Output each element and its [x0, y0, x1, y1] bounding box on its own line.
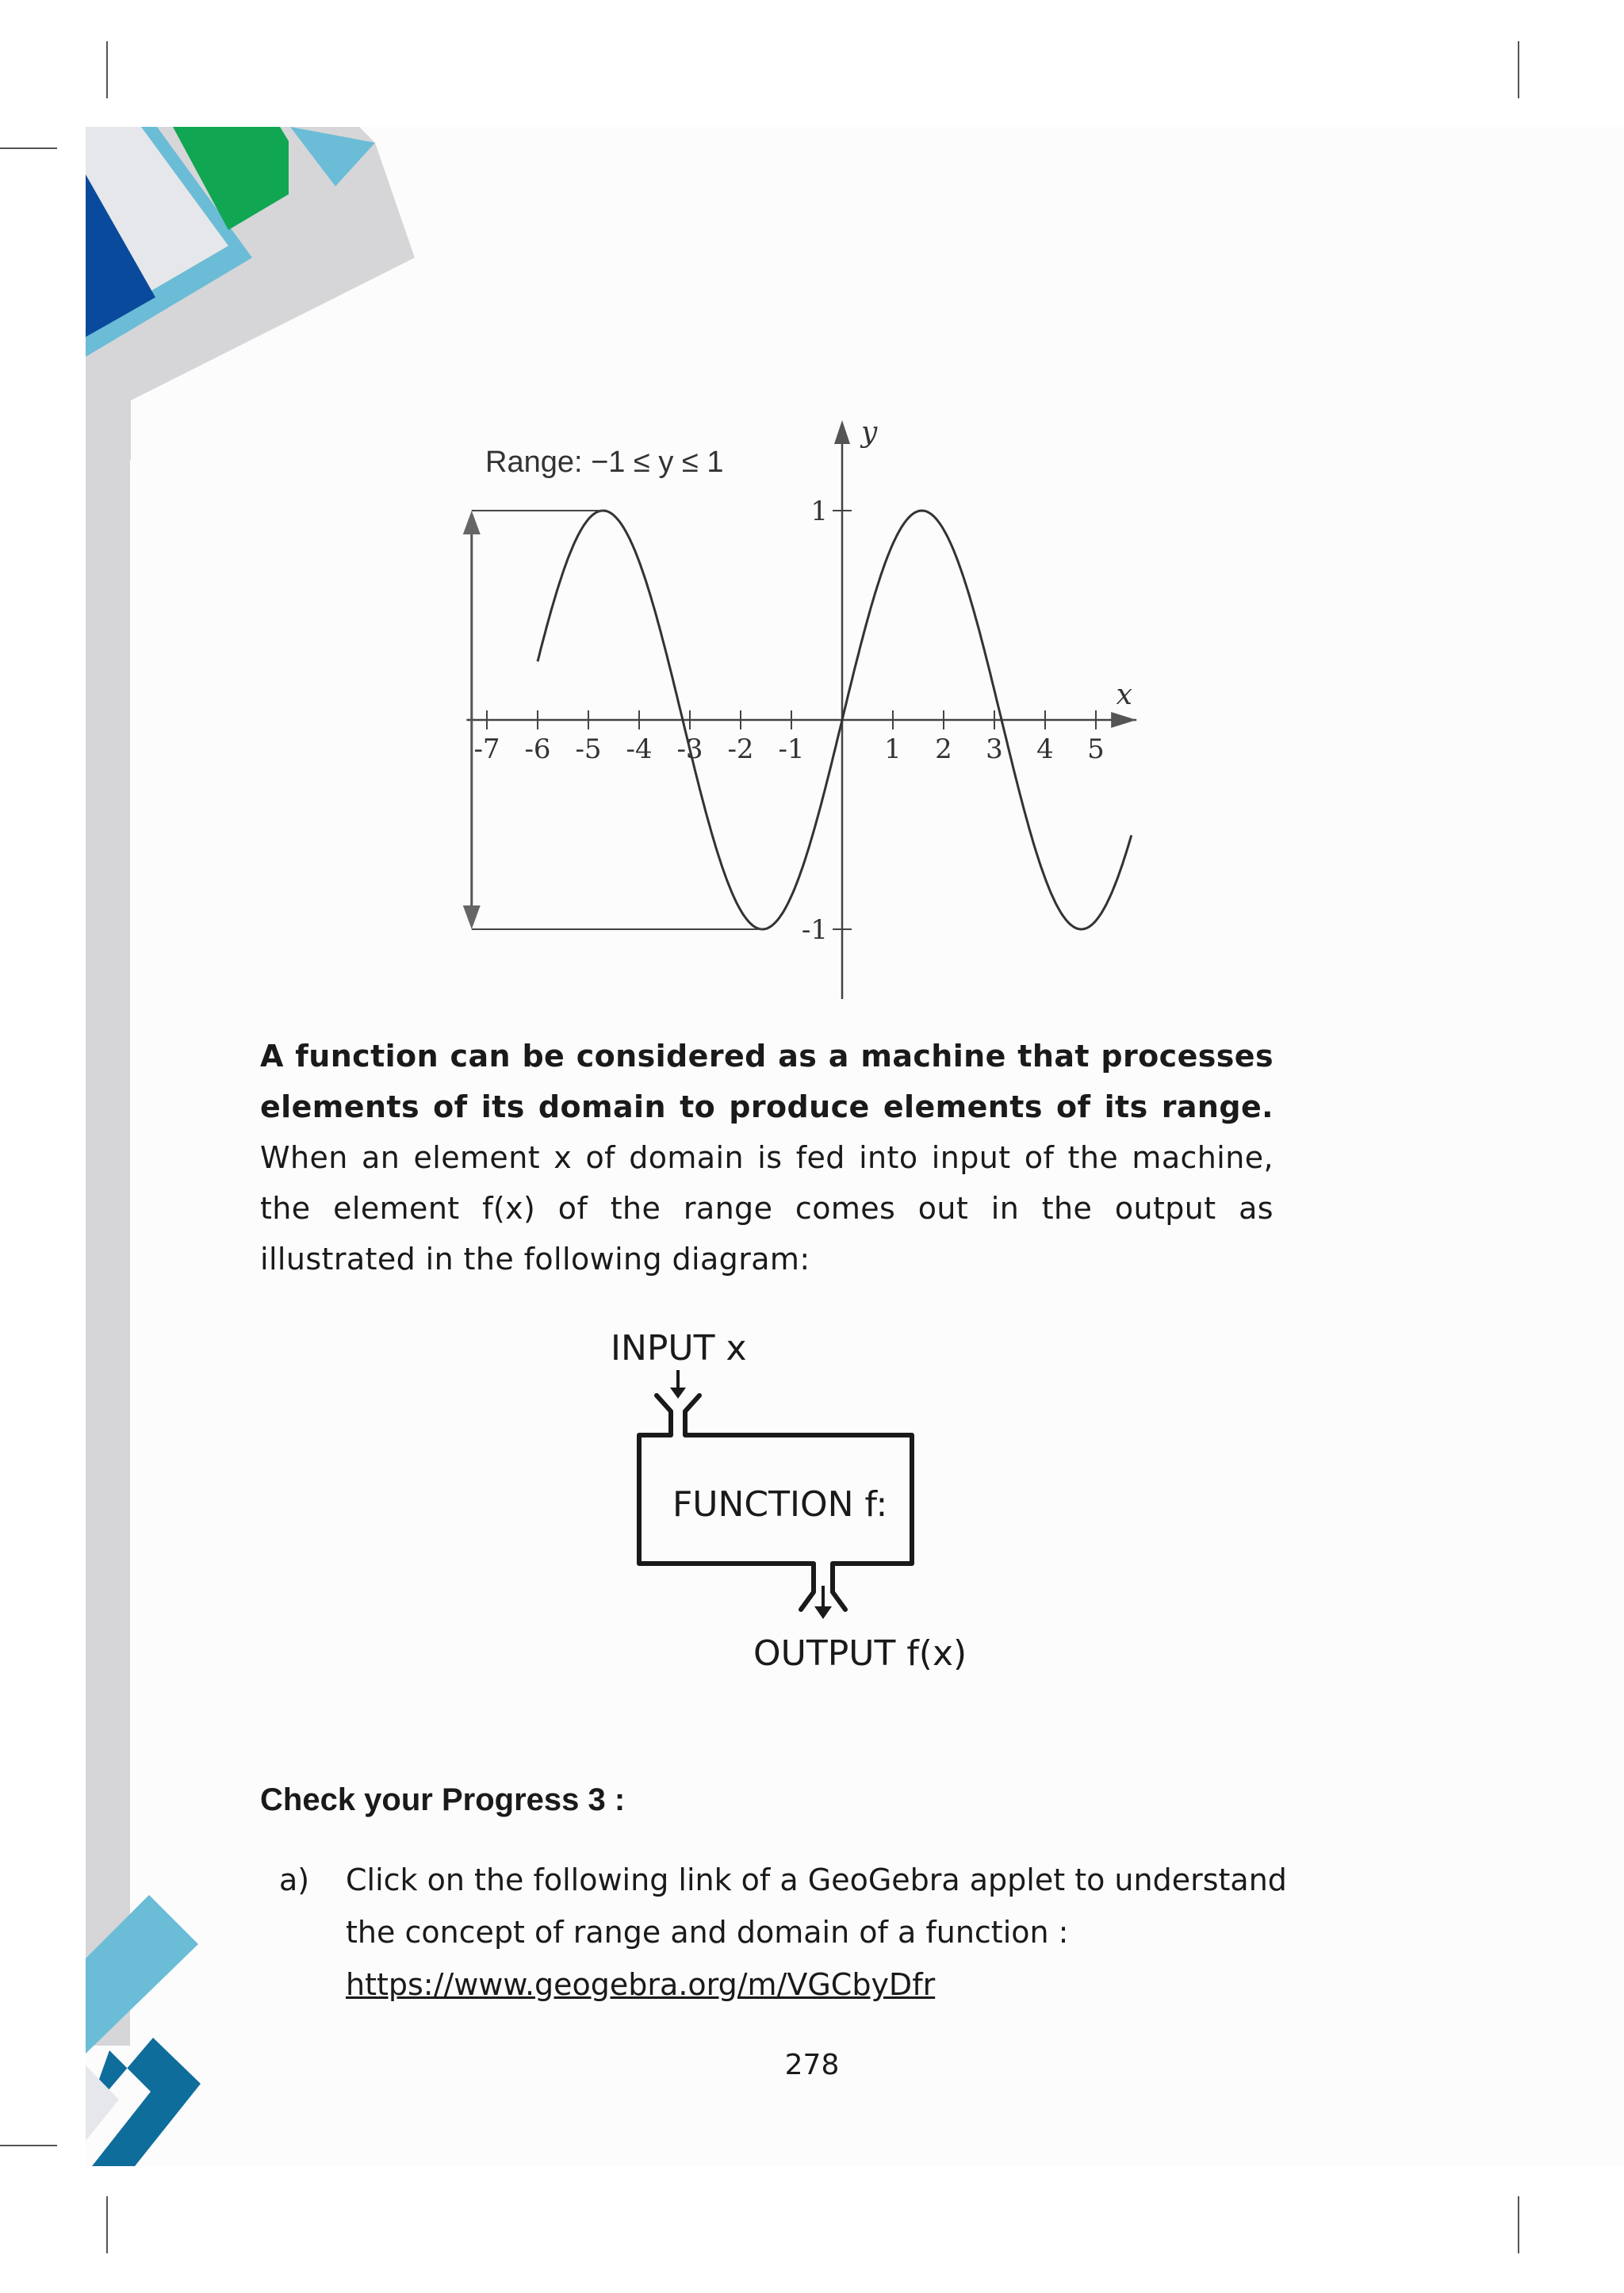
corner-decoration-bottom — [86, 1887, 244, 2172]
sidebar-strip — [86, 365, 130, 2046]
sine-graph — [444, 408, 1142, 1011]
x-tick-label: -6 — [524, 733, 551, 765]
input-arrow-head — [670, 1388, 686, 1399]
y-axis-label: y — [861, 416, 878, 449]
x-tick-label: 2 — [935, 733, 952, 765]
crop-mark — [1518, 41, 1519, 98]
x-tick-label: 4 — [1036, 733, 1054, 765]
x-axis-arrow — [1111, 712, 1136, 728]
output-arrow-head — [814, 1606, 832, 1619]
tick-marks — [466, 420, 1136, 999]
crop-mark — [106, 2196, 108, 2253]
list-item-body — [346, 1854, 1337, 2011]
crop-mark — [106, 41, 108, 98]
x-tick-label: 3 — [986, 733, 1003, 765]
y-axis-arrow — [834, 420, 850, 444]
list-item-text: Click on the following link of a GeoGebra applet to understand the concept of range and domain of a function : — [346, 1862, 1287, 1950]
crop-mark — [0, 2145, 57, 2146]
deco-light-blue-diamond — [86, 1895, 198, 2054]
paragraph-text: When an element x of domain is fed into input of the machine, the element f(x) of the range comes out in the output as illustrated in the following diagram: — [260, 1140, 1274, 1277]
geogebra-link[interactable]: https://www.geogebra.org/m/VGCbyDfr — [346, 1967, 936, 2002]
crop-mark — [1518, 2196, 1519, 2253]
x-tick-label: -4 — [626, 733, 653, 765]
paragraph-bold-lead: A function can be considered as a machine that processes elements of its domain to produce elements of its range. — [260, 1039, 1274, 1124]
x-tick-label: -5 — [575, 733, 602, 765]
body-paragraph — [260, 1031, 1274, 1284]
range-arrow-bottom — [463, 905, 481, 929]
x-tick-label: 5 — [1087, 733, 1105, 765]
page-number: 278 — [784, 2049, 840, 2081]
progress-heading: Check your Progress 3 : — [260, 1782, 626, 1817]
function-machine-diagram — [603, 1316, 983, 1681]
range-arrow-top — [463, 511, 481, 534]
x-tick-label: -3 — [676, 733, 703, 765]
x-tick-label: -7 — [473, 733, 500, 765]
output-label: OUTPUT f(x) — [753, 1633, 967, 1674]
corner-decoration — [86, 127, 466, 460]
input-label: INPUT x — [611, 1328, 747, 1369]
list-marker: a) — [279, 1862, 310, 1897]
x-tick-label: -2 — [727, 733, 754, 765]
y-tick-label: -1 — [801, 914, 828, 946]
crop-mark — [0, 147, 57, 149]
x-tick-label: 1 — [884, 733, 902, 765]
x-axis-label: x — [1116, 679, 1132, 711]
x-tick-label: -1 — [778, 733, 805, 765]
range-label: Range: −1 ≤ y ≤ 1 — [485, 446, 724, 479]
function-label: FUNCTION f: — [672, 1484, 888, 1525]
y-tick-label: 1 — [810, 496, 828, 527]
